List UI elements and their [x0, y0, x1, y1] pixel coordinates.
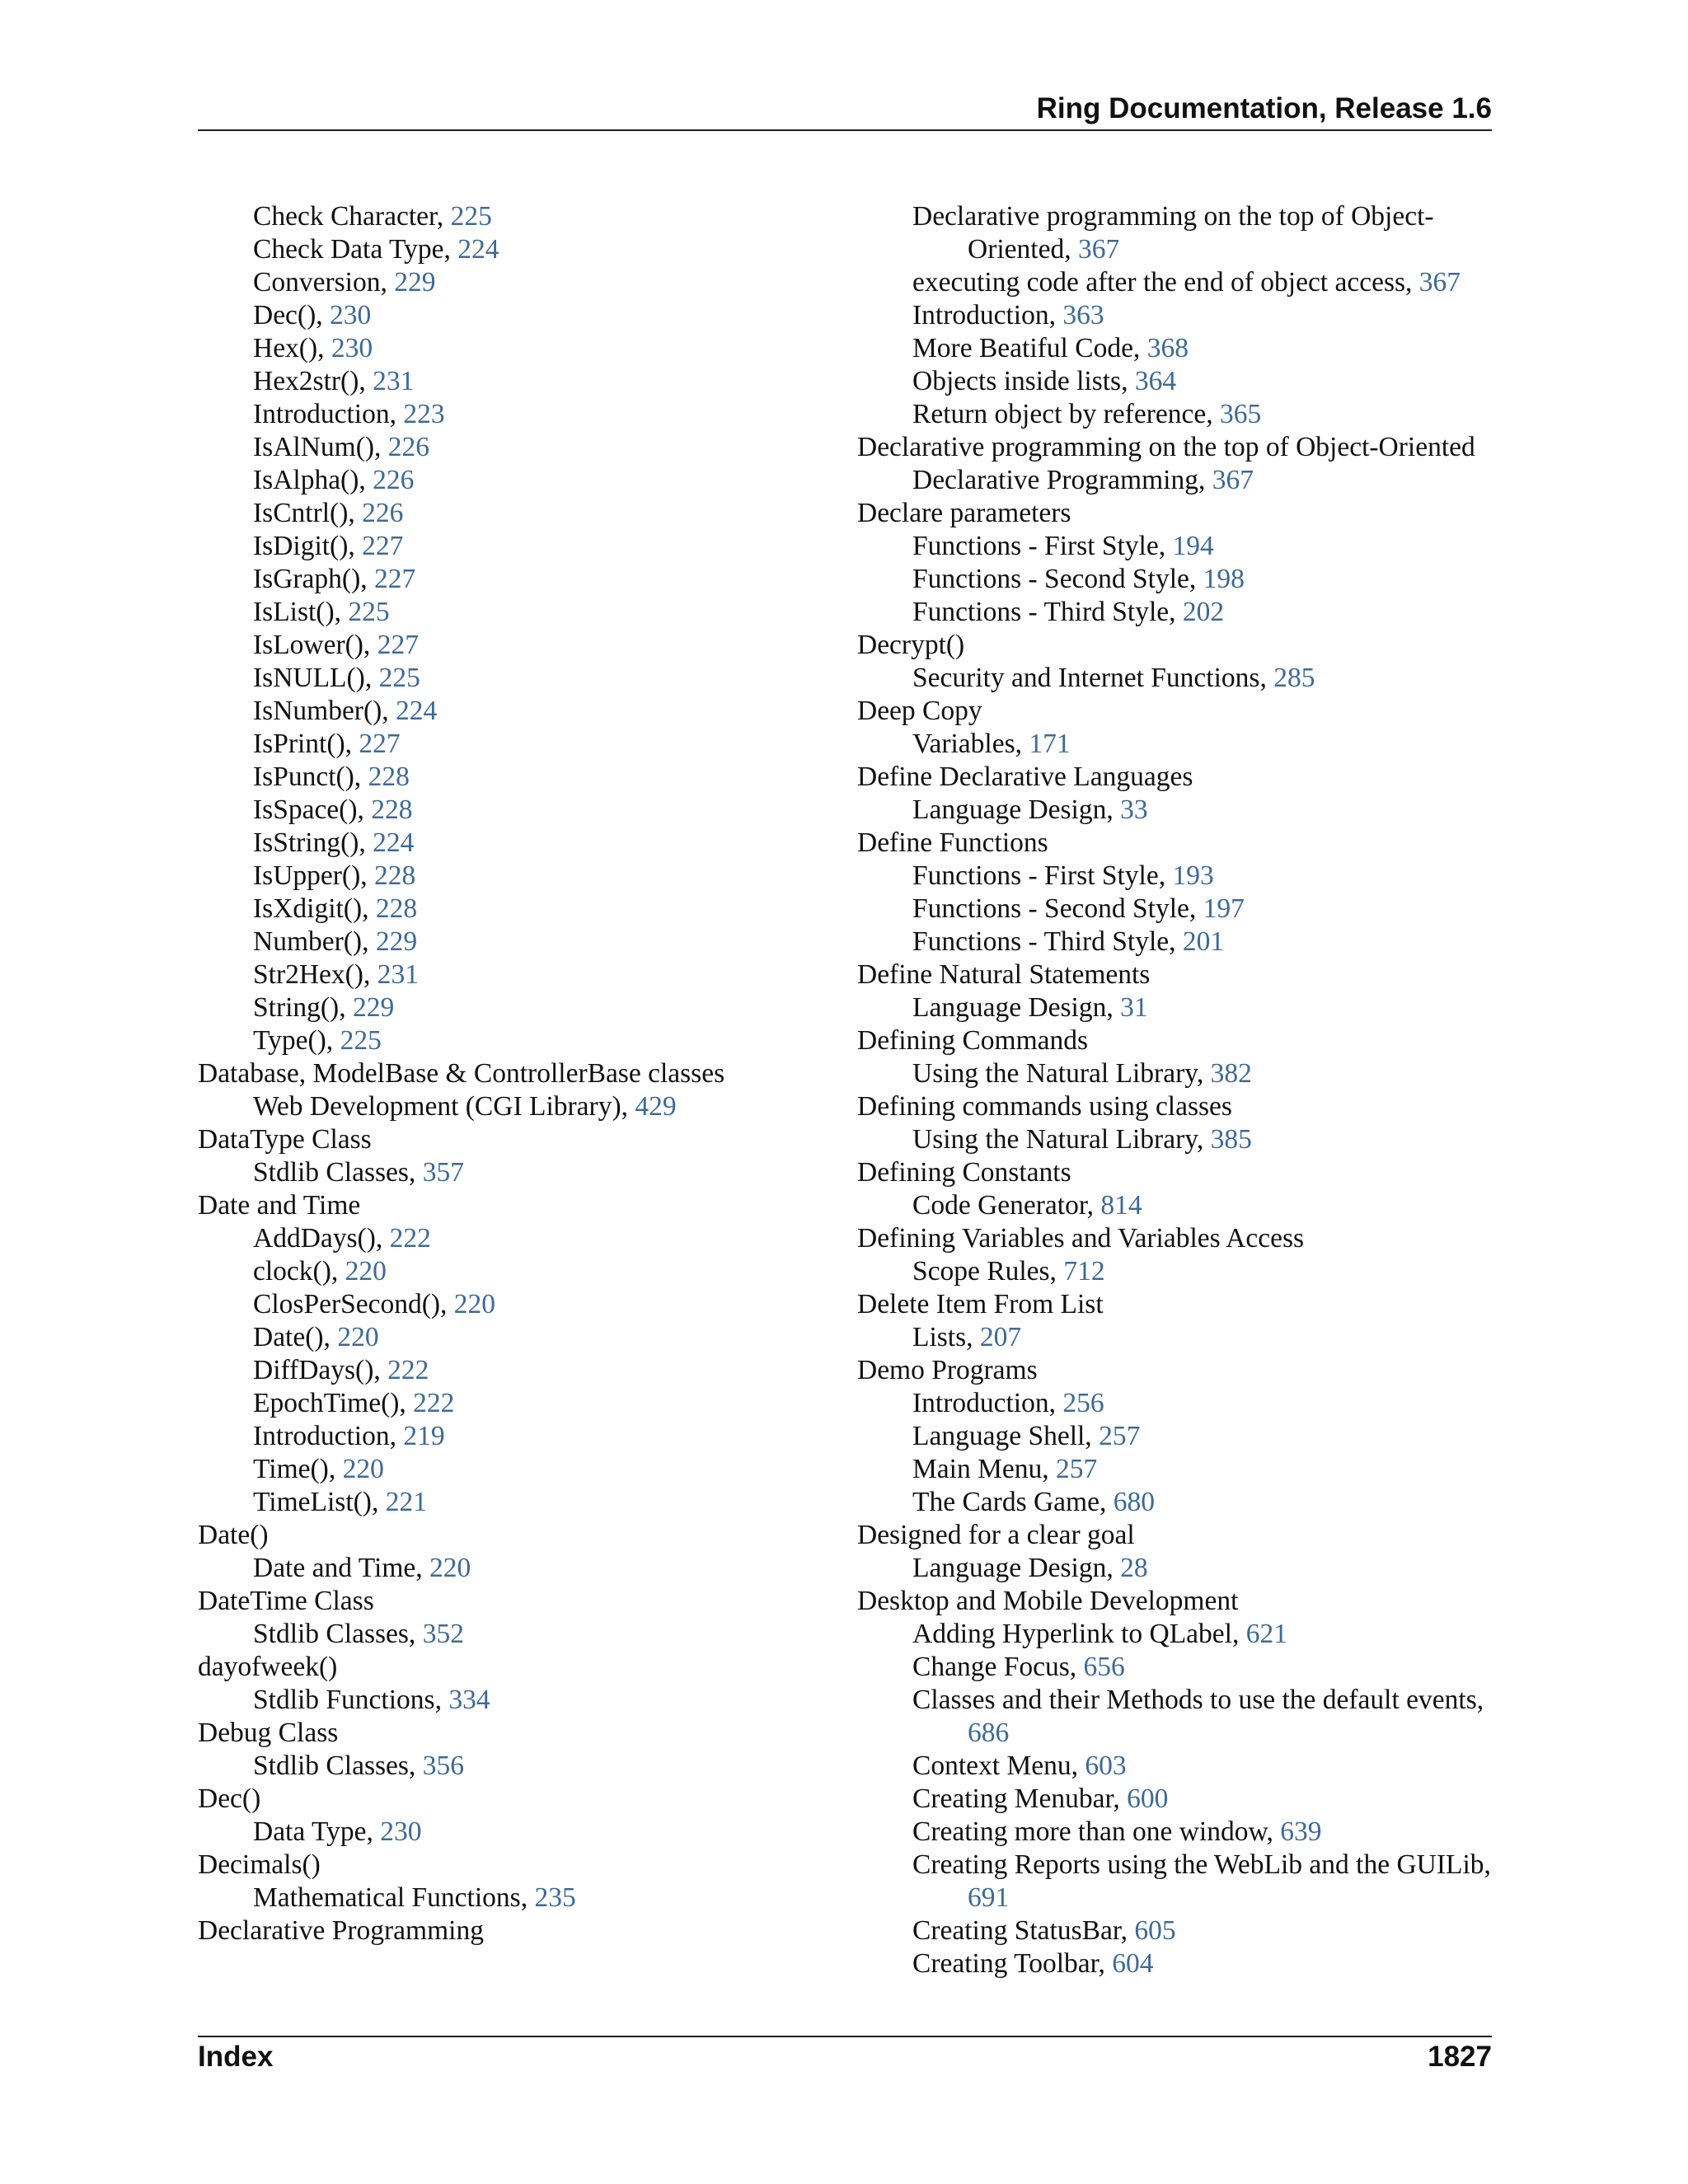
index-subentry — [857, 1651, 1492, 1684]
entry-text: The Cards Game, — [912, 1487, 1114, 1517]
entry-text: IsPrint(), — [253, 729, 359, 759]
page-link[interactable]: 223 — [403, 399, 445, 429]
entry-text: Code Generator, — [912, 1190, 1101, 1221]
entry-text: IsSpace(), — [253, 794, 372, 825]
entry-text: IsGraph(), — [253, 564, 374, 594]
index-subentry — [857, 365, 1492, 398]
entry-text: EpochTime(), — [253, 1388, 414, 1418]
entry-text: ClosPerSecond(), — [253, 1289, 454, 1319]
index-subentry — [857, 464, 1492, 497]
page-link[interactable]: 600 — [1127, 1783, 1169, 1814]
page-link[interactable]: 228 — [368, 762, 410, 792]
index-subentry — [198, 1750, 791, 1783]
index-subentry — [857, 1552, 1492, 1585]
entry-text: IsAlNum(), — [253, 432, 388, 462]
index-subentry — [857, 563, 1492, 596]
entry-text: Date(), — [253, 1322, 338, 1352]
index-subentry — [198, 596, 791, 629]
index-subentry — [198, 1090, 791, 1123]
entry-text: Stdlib Classes, — [253, 1750, 423, 1781]
index-entry — [198, 1783, 791, 1816]
entry-text: clock(), — [253, 1256, 345, 1286]
page-link[interactable]: 224 — [373, 827, 415, 858]
index-entry — [198, 1057, 791, 1090]
page-link[interactable]: 256 — [1062, 1388, 1104, 1418]
entry-text: Functions - Second Style, — [912, 564, 1203, 594]
page-link[interactable]: 227 — [359, 729, 401, 759]
page-link[interactable]: 197 — [1203, 893, 1245, 924]
entry-text: Functions - First Style, — [912, 531, 1173, 561]
entry-text: IsAlpha(), — [253, 465, 373, 495]
page-link[interactable]: 231 — [377, 959, 419, 990]
entry-text: Mathematical Functions, — [253, 1882, 535, 1913]
entry-text: IsNumber(), — [253, 696, 396, 726]
page-link[interactable]: 364 — [1134, 366, 1177, 396]
index-subentry — [857, 794, 1492, 827]
entry-text: Language Design, — [912, 794, 1121, 825]
index-subentry — [198, 629, 791, 662]
entry-continuation-text: Oriented, — [968, 234, 1078, 265]
page-link[interactable]: 220 — [337, 1322, 379, 1352]
index-subentry — [857, 1420, 1492, 1453]
index-subentry — [198, 1288, 791, 1321]
index-entry — [857, 431, 1492, 464]
entry-text: IsDigit(), — [253, 531, 363, 561]
entry-text: Introduction, — [253, 1421, 404, 1451]
index-subentry — [198, 200, 791, 233]
page-link[interactable]: 363 — [1062, 300, 1104, 330]
index-entry — [857, 958, 1492, 991]
entry-text: Language Design, — [912, 992, 1121, 1023]
index-subentry — [198, 1387, 791, 1420]
index-subentry — [198, 1552, 791, 1585]
page-link[interactable]: 226 — [362, 498, 404, 528]
page-link[interactable]: 368 — [1146, 333, 1189, 363]
index-subentry — [857, 1750, 1492, 1783]
index-subentry — [198, 1420, 791, 1453]
index-subentry — [198, 1354, 791, 1387]
index-subentry — [198, 1618, 791, 1651]
page-link[interactable]: 230 — [331, 333, 373, 363]
entry-continuation — [912, 233, 1119, 266]
index-subentry — [857, 1255, 1492, 1288]
index-entry — [857, 827, 1492, 860]
page-link[interactable]: 365 — [1219, 399, 1262, 429]
entry-text: IsCntrl(), — [253, 498, 363, 528]
entry-text: Stdlib Functions, — [253, 1685, 449, 1715]
entry-text: IsXdigit(), — [253, 893, 376, 924]
index-column-right — [857, 200, 1492, 1980]
entry-text: Language Design, — [912, 1553, 1121, 1583]
entry-text: Date and Time, — [253, 1553, 430, 1583]
page-link[interactable]: 201 — [1182, 926, 1225, 957]
entry-text: Define Natural Statements — [857, 959, 1151, 990]
index-entry — [857, 1090, 1492, 1123]
index-subentry — [198, 464, 791, 497]
entry-text: Using the Natural Library, — [912, 1058, 1211, 1089]
entry-text: IsString(), — [253, 827, 373, 858]
entry-text: Defining Constants — [857, 1157, 1071, 1188]
entry-text: Conversion, — [253, 267, 395, 298]
index-subentry — [198, 266, 791, 299]
index-subentry — [198, 1222, 791, 1255]
entry-text: Security and Internet Functions, — [912, 663, 1274, 693]
entry-text: Decimals() — [198, 1849, 321, 1880]
page-link[interactable]: 220 — [453, 1289, 496, 1319]
index-subentry — [198, 1321, 791, 1354]
entry-continuation — [912, 1717, 1009, 1750]
entry-text: Classes and their Methods to use the default events, — [912, 1685, 1484, 1715]
index-subentry — [198, 958, 791, 991]
index-subentry — [857, 398, 1492, 431]
entry-text: String(), — [253, 992, 353, 1023]
page-link[interactable]: 231 — [373, 366, 415, 396]
index-entry — [198, 1651, 791, 1684]
page-link[interactable]: 222 — [413, 1388, 455, 1418]
entry-text: Introduction, — [912, 300, 1063, 330]
page-link[interactable]: 656 — [1083, 1652, 1125, 1682]
page-link[interactable]: 230 — [380, 1816, 422, 1847]
entry-text: Creating Menubar, — [912, 1783, 1128, 1814]
page-link[interactable]: 224 — [396, 696, 438, 726]
index-subentry — [198, 431, 791, 464]
index-subentry — [198, 695, 791, 728]
index-subentry — [857, 991, 1492, 1024]
page-link[interactable]: 225 — [378, 663, 420, 693]
entry-text: Declare parameters — [857, 498, 1071, 528]
index-subentry — [857, 1387, 1492, 1420]
page-link[interactable]: 367 — [1077, 234, 1120, 265]
footer-section: Index — [198, 2041, 274, 2073]
entry-text: Number(), — [253, 926, 376, 957]
page-link[interactable]: 194 — [1172, 531, 1214, 561]
index-subentry — [857, 530, 1492, 563]
index-subentry — [198, 662, 791, 695]
page-link[interactable]: 285 — [1273, 663, 1315, 693]
page-link[interactable]: 171 — [1029, 729, 1071, 759]
entry-text: Check Character, — [253, 201, 451, 232]
index-entry — [198, 1123, 791, 1156]
index-entry — [857, 1156, 1492, 1189]
page-link[interactable]: 357 — [422, 1157, 464, 1188]
index-entry — [857, 629, 1492, 662]
entry-continuation — [912, 1882, 1009, 1915]
index-subentry — [198, 1453, 791, 1486]
entry-text: Define Functions — [857, 827, 1048, 858]
page-link[interactable]: 605 — [1134, 1915, 1176, 1946]
index-subentry — [198, 728, 791, 761]
entry-text: More Beatiful Code, — [912, 333, 1147, 363]
index-subentry — [857, 893, 1492, 926]
entry-text: Define Declarative Languages — [857, 762, 1193, 792]
page-link[interactable]: 429 — [635, 1091, 677, 1122]
page-link[interactable]: 219 — [403, 1421, 445, 1451]
entry-text: Defining Commands — [857, 1025, 1089, 1056]
page-link[interactable]: 220 — [345, 1256, 387, 1286]
page-link[interactable]: 193 — [1172, 860, 1214, 891]
page-link[interactable]: 621 — [1245, 1619, 1287, 1649]
page-link[interactable]: 198 — [1203, 564, 1245, 594]
page-link[interactable]: 220 — [342, 1454, 384, 1484]
index-subentry — [198, 761, 791, 794]
page-link[interactable]: 814 — [1100, 1190, 1142, 1221]
index-subentry — [857, 1189, 1492, 1222]
entry-text: Date and Time — [198, 1190, 361, 1221]
index-subentry — [198, 563, 791, 596]
index-subentry — [857, 1486, 1492, 1519]
page-link[interactable]: 367 — [1212, 465, 1254, 495]
index-subentry — [857, 299, 1492, 332]
index-subentry — [198, 1816, 791, 1849]
page-link[interactable]: 228 — [373, 860, 416, 891]
index-entry — [857, 1222, 1492, 1255]
index-subentry — [857, 332, 1492, 365]
footer-page-number: 1827 — [1428, 2041, 1492, 2073]
index-subentry — [198, 860, 791, 893]
page-link[interactable]: 229 — [394, 267, 436, 298]
index-subentry — [198, 827, 791, 860]
entry-text: Change Focus, — [912, 1652, 1084, 1682]
index-entry — [857, 1024, 1492, 1057]
entry-text: Objects inside lists, — [912, 366, 1135, 396]
index-subentry — [198, 1486, 791, 1519]
index-subentry — [857, 860, 1492, 893]
index-subentry — [857, 266, 1492, 299]
index-entry — [198, 1915, 791, 1947]
page-link[interactable]: 228 — [375, 893, 418, 924]
entry-text: IsList(), — [253, 597, 349, 627]
index-subentry — [857, 1783, 1492, 1816]
entry-text: Functions - Third Style, — [912, 926, 1183, 957]
index-subentry — [857, 1321, 1492, 1354]
header-rule — [198, 129, 1492, 131]
page-link[interactable]: 680 — [1113, 1487, 1155, 1517]
page-link[interactable]: 257 — [1056, 1454, 1098, 1484]
page-link[interactable]: 382 — [1210, 1058, 1252, 1089]
index-subentry — [198, 794, 791, 827]
entry-text: Designed for a clear goal — [857, 1520, 1135, 1550]
entry-text: Lists, — [912, 1322, 980, 1352]
index-subentry — [857, 1947, 1492, 1980]
page-link[interactable]: 222 — [389, 1223, 431, 1254]
index-entry — [198, 1849, 791, 1882]
index-entry — [198, 1519, 791, 1552]
page-link[interactable]: 712 — [1063, 1256, 1105, 1286]
index-entry — [857, 695, 1492, 728]
index-subentry — [857, 662, 1492, 695]
page-link[interactable]: 225 — [348, 597, 390, 627]
page-link[interactable]: 33 — [1120, 794, 1148, 825]
entry-text: IsLower(), — [253, 630, 377, 660]
entry-text: Desktop and Mobile Development — [857, 1586, 1239, 1616]
entry-text: Adding Hyperlink to QLabel, — [912, 1619, 1246, 1649]
index-subentry — [198, 332, 791, 365]
entry-text: IsUpper(), — [253, 860, 374, 891]
index-entry — [857, 497, 1492, 530]
page-link[interactable]: 202 — [1182, 597, 1225, 627]
entry-text: Introduction, — [912, 1388, 1063, 1418]
entry-text: Hex2str(), — [253, 366, 373, 396]
entry-text: executing code after the end of object access, — [912, 267, 1419, 298]
entry-text: AddDays(), — [253, 1223, 390, 1254]
entry-text: Declarative programming on the top of Object-Oriented — [857, 432, 1475, 462]
page-link[interactable]: 686 — [968, 1718, 1010, 1748]
entry-text: Return object by reference, — [912, 399, 1220, 429]
entry-text: Declarative programming on the top of Object- — [912, 201, 1434, 232]
entry-text: Deep Copy — [857, 696, 982, 726]
index-subentry — [198, 365, 791, 398]
entry-text: Stdlib Classes, — [253, 1157, 423, 1188]
page-link[interactable]: 691 — [968, 1882, 1010, 1913]
index-subentry — [857, 1057, 1492, 1090]
index-subentry — [857, 1453, 1492, 1486]
entry-text: Introduction, — [253, 399, 404, 429]
running-header: Ring Documentation, Release 1.6 — [1036, 92, 1492, 124]
entry-text: Demo Programs — [857, 1355, 1038, 1385]
entry-text: Creating Reports using the WebLib and the GUILib, — [912, 1849, 1491, 1880]
entry-text: Str2Hex(), — [253, 959, 377, 990]
entry-text: Language Shell, — [912, 1421, 1100, 1451]
entry-text: dayofweek() — [198, 1652, 338, 1682]
entry-text: Decrypt() — [857, 630, 965, 660]
page-link[interactable]: 28 — [1120, 1553, 1148, 1583]
entry-text: Variables, — [912, 729, 1029, 759]
page-link[interactable]: 225 — [450, 201, 492, 232]
entry-text: Using the Natural Library, — [912, 1124, 1211, 1155]
index-subentry — [857, 1123, 1492, 1156]
entry-text: Dec() — [198, 1783, 261, 1814]
page-link[interactable]: 224 — [457, 234, 499, 265]
page-link[interactable]: 225 — [340, 1025, 382, 1056]
entry-text: Data Type, — [253, 1816, 381, 1847]
page-link[interactable]: 229 — [352, 992, 395, 1023]
entry-text: Defining commands using classes — [857, 1091, 1232, 1122]
page-link[interactable]: 226 — [387, 432, 430, 462]
page-link[interactable]: 227 — [362, 531, 404, 561]
page-link[interactable]: 229 — [375, 926, 418, 957]
index-subentry — [198, 991, 791, 1024]
page-link[interactable]: 227 — [373, 564, 416, 594]
page-link[interactable]: 221 — [385, 1487, 427, 1517]
entry-text: Functions - First Style, — [912, 860, 1173, 891]
entry-text: Scope Rules, — [912, 1256, 1064, 1286]
entry-text: Declarative Programming, — [912, 465, 1212, 495]
entry-text: Stdlib Classes, — [253, 1619, 423, 1649]
index-subentry — [198, 1156, 791, 1189]
page-link[interactable]: 227 — [377, 630, 419, 660]
page-link[interactable]: 385 — [1210, 1124, 1252, 1155]
page-link[interactable]: 603 — [1085, 1750, 1127, 1781]
index-entry — [198, 1717, 791, 1750]
entry-text: Date() — [198, 1520, 269, 1550]
index-entry — [857, 1354, 1492, 1387]
entry-text: Defining Variables and Variables Access — [857, 1223, 1305, 1254]
index-entry — [857, 1585, 1492, 1618]
index-subentry — [857, 926, 1492, 958]
index-entry — [857, 1519, 1492, 1552]
index-entry — [857, 1288, 1492, 1321]
page-link[interactable]: 226 — [373, 465, 415, 495]
index-subentry — [198, 497, 791, 530]
entry-text: Delete Item From List — [857, 1289, 1104, 1319]
page-link[interactable]: 235 — [534, 1882, 576, 1913]
entry-text: Time(), — [253, 1454, 343, 1484]
entry-text: Check Data Type, — [253, 234, 458, 265]
page-link[interactable]: 334 — [448, 1685, 490, 1715]
page-link[interactable]: 604 — [1112, 1948, 1154, 1979]
page-link[interactable]: 220 — [429, 1553, 471, 1583]
index-subentry — [198, 893, 791, 926]
index-subentry — [857, 1915, 1492, 1947]
entry-text: Context Menu, — [912, 1750, 1085, 1781]
entry-text: Functions - Third Style, — [912, 597, 1183, 627]
index-subentry — [857, 728, 1492, 761]
index-subentry — [857, 596, 1492, 629]
entry-text: TimeList(), — [253, 1487, 386, 1517]
entry-text: IsPunct(), — [253, 762, 368, 792]
page-link[interactable]: 230 — [330, 300, 372, 330]
entry-text: Hex(), — [253, 333, 331, 363]
index-entry — [198, 1585, 791, 1618]
index-subentry — [198, 1882, 791, 1915]
entry-text: Debug Class — [198, 1718, 339, 1748]
entry-text: Web Development (CGI Library), — [253, 1091, 635, 1122]
entry-text: Functions - Second Style, — [912, 893, 1203, 924]
entry-text: DataType Class — [198, 1124, 372, 1155]
entry-text: Type(), — [253, 1025, 340, 1056]
entry-text: Declarative Programming — [198, 1915, 484, 1946]
entry-text: IsNULL(), — [253, 663, 379, 693]
index-subentry — [198, 1684, 791, 1717]
page-link[interactable]: 367 — [1418, 267, 1461, 298]
index-subentry — [857, 1816, 1492, 1849]
page-link[interactable]: 356 — [422, 1750, 464, 1781]
entry-text: Database, ModelBase & ControllerBase classes — [198, 1058, 725, 1089]
index-subentry — [198, 233, 791, 266]
index-subentry — [857, 1618, 1492, 1651]
index-subentry — [198, 530, 791, 563]
entry-text: Creating StatusBar, — [912, 1915, 1135, 1946]
index-subentry — [857, 1849, 1492, 1915]
index-entry — [857, 761, 1492, 794]
entry-text: Creating Toolbar, — [912, 1948, 1113, 1979]
index-subentry — [198, 398, 791, 431]
index-column-left — [198, 200, 791, 1947]
page-link[interactable]: 222 — [387, 1355, 429, 1385]
page-link[interactable]: 207 — [979, 1322, 1022, 1352]
page-link[interactable]: 639 — [1280, 1816, 1322, 1847]
index-entry — [198, 1189, 791, 1222]
page-link[interactable]: 352 — [422, 1619, 464, 1649]
entry-text: DiffDays(), — [253, 1355, 388, 1385]
page-link[interactable]: 31 — [1120, 992, 1148, 1023]
index-subentry — [198, 299, 791, 332]
page-link[interactable]: 257 — [1099, 1421, 1141, 1451]
entry-text: DateTime Class — [198, 1586, 374, 1616]
entry-text: Creating more than one window, — [912, 1816, 1281, 1847]
footer-rule — [198, 2036, 1492, 2037]
index-subentry — [198, 1024, 791, 1057]
index-subentry — [857, 1684, 1492, 1750]
index-subentry — [198, 1255, 791, 1288]
index-subentry — [857, 200, 1492, 266]
entry-text: Dec(), — [253, 300, 330, 330]
page-link[interactable]: 228 — [371, 794, 413, 825]
entry-text: Main Menu, — [912, 1454, 1056, 1484]
index-subentry — [198, 926, 791, 958]
